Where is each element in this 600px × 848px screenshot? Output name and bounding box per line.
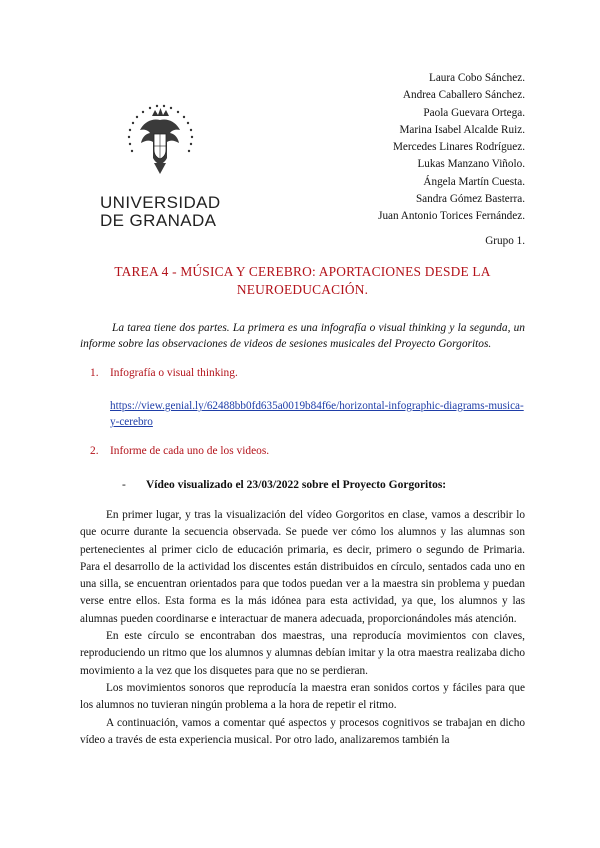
list-item-label: Informe de cada uno de los videos.: [110, 445, 270, 457]
university-logo: [100, 100, 220, 230]
author-name: Mercedes Linares Rodríguez.: [392, 141, 525, 154]
list-item-label: Infografía o visual thinking.: [110, 367, 238, 379]
university-name-line2: DE GRANADA: [100, 211, 217, 230]
body-paragraph: A continuación, vamos a comentar qué aspectos y procesos cognitivos se trabajan en dicho vídeo a través de esta experiencia musical. Por otro lado, analizaremos también la: [80, 716, 525, 746]
author-list: [378, 70, 525, 226]
body-paragraph: En primer lugar, y tras la visualización del vídeo Gorgoritos en clase, vamos a describir lo que ocurre durante la secuencia observada. Se puede ver cómo los alumnos y las alumnas son pertenecientes al primer ciclo de educación primaria, es decir, primero o segundo de Primaria. Para el desarrollo de la actividad los discentes están distribuidos en círculo, sentados cada uno en una silla, se encuentran orientados para que todos puedan ver a la maestra sin problema y puedan verse entre ellos. Esta forma es la más idónea para esta actividad, ya que, los alumnos y las alumnas pueden coordinarse e interactuar de manera adecuada, proporcionándoles más atención.: [80, 509, 525, 625]
author-name: Juan Antonio Torices Fernández.: [378, 210, 525, 223]
university-seal-icon: [108, 100, 212, 180]
university-name-line1: UNIVERSIDAD: [100, 193, 221, 212]
group-label: Grupo 1.: [485, 235, 525, 247]
intro-paragraph: La tarea tiene dos partes. La primera es una infografía o visual thinking y la segunda, un informe sobre las observaciones de videos de sesiones musicales del Proyecto Gorgoritos.: [80, 322, 525, 350]
document-title: TAREA 4 - MÚSICA Y CEREBRO: APORTACIONES DESDE LA NEUROEDUCACIÓN.: [114, 264, 491, 297]
author-name: Laura Cobo Sánchez.: [429, 72, 525, 84]
bullet-dash: -: [122, 479, 126, 491]
author-name: Ángela Martín Cuesta.: [423, 175, 525, 188]
author-name: Sandra Gómez Basterra.: [415, 193, 525, 206]
genially-link[interactable]: https://view.genial.ly/62488bb0fd635a0019b84f6e/horizontal-infographic-diagrams-musica-y-cerebro: [110, 400, 524, 428]
video-subheading: [122, 479, 446, 491]
list-item-number: 2.: [90, 445, 99, 457]
report-body: [80, 507, 525, 749]
author-name: Paola Guevara Ortega.: [423, 106, 525, 119]
author-name: Andrea Caballero Sánchez.: [402, 89, 525, 102]
author-name: Marina Isabel Alcalde Ruiz.: [399, 123, 525, 136]
body-paragraph: Los movimientos sonoros que reproducía la maestra eran sonidos cortos y fáciles para que los alumnos no tuvieran ningún problema a la hora de repetir el ritmo.: [80, 681, 525, 712]
subheading-text: Vídeo visualizado el 23/03/2022 sobre el Proyecto Gorgoritos:: [146, 479, 447, 491]
author-name: Lukas Manzano Viñolo.: [417, 158, 525, 171]
list-item-number: 1.: [90, 367, 99, 379]
body-paragraph: En este círculo se encontraban dos maestras, una reproducía movimientos con claves, reproduciendo un ritmo que los alumnos y alumnas debían imitar y la otra maestra realizaba dicho movimiento a la vez que los disquetes para que no se perdieran.: [80, 630, 525, 677]
university-name: [100, 194, 220, 230]
